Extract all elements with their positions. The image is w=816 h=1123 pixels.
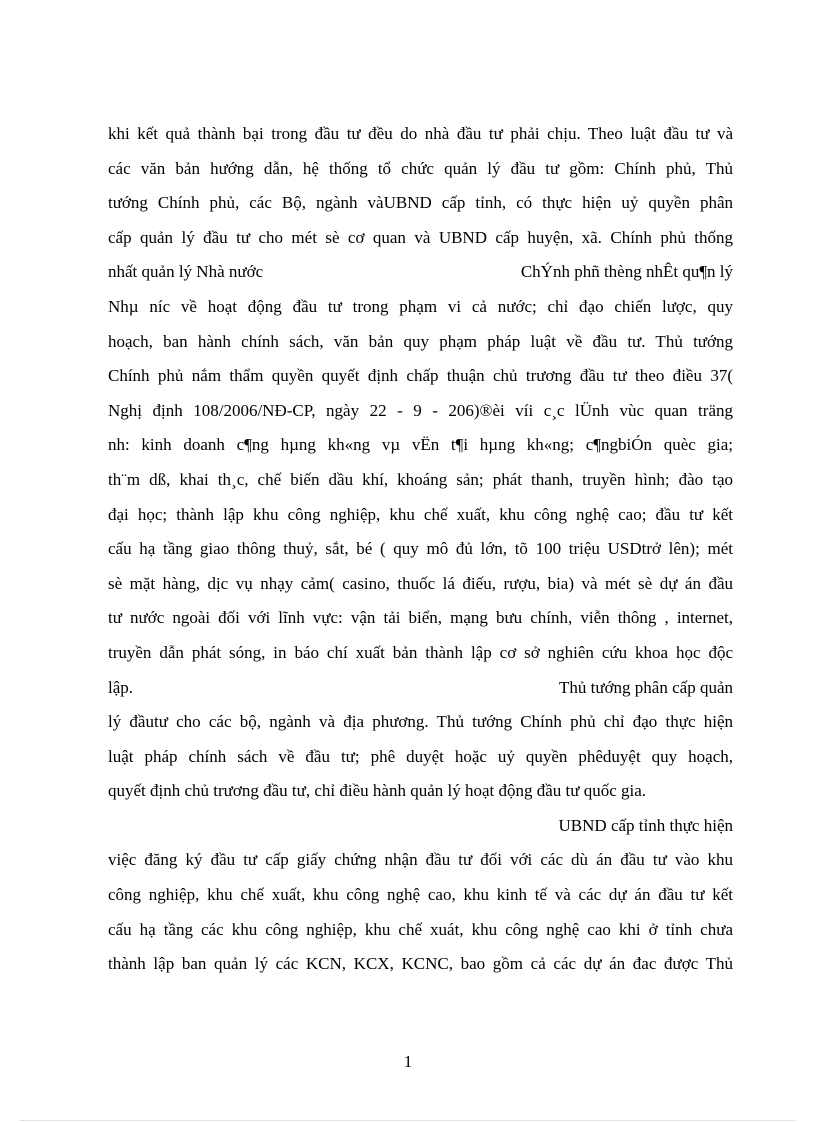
text-line-split	[108, 671, 733, 706]
text-line: công nghiệp, khu chế xuất, khu công nghệ cao, khu kinh tế và các dự án đầu tư kết	[108, 885, 733, 905]
text-line-left: lập.	[108, 677, 134, 697]
text-line: Nhµ níc về hoạt động đầu tư trong phạm vi cả nước; chỉ đạo chiến lược, quy	[108, 296, 733, 316]
text-line-right: Thủ tướng phân cấp quản	[559, 677, 733, 697]
text-line: việc đăng ký đầu tư cấp giấy chứng nhận đầu tư đối với các dù án đầu tư vào khu	[108, 850, 733, 870]
text-line-left: nhất quản lý Nhà nước	[108, 262, 264, 282]
text-line: hoạch, ban hành chính sách, văn bản quy phạm pháp luật về đầu tư. Thủ tướng	[108, 331, 733, 351]
text-line: đại học; thành lập khu công nghiệp, khu chế xuất, khu công nghệ cao; đầu tư kết	[108, 504, 733, 524]
text-line: các văn bản hướng dẫn, hệ thống tổ chức quản lý đầu tư gồm: Chính phủ, Thủ	[108, 158, 733, 178]
text-line: cấp quản lý đầu tư cho mét sè cơ quan và UBND cấp huyện, xã. Chính phủ thống	[108, 227, 733, 247]
text-line: th¨m dß, khai th¸c, chế biến dầu khí, khoáng sản; phát thanh, truyền hình; đào tạo	[108, 469, 733, 489]
text-line: tướng Chính phủ, các Bộ, ngành vàUBND cấp tỉnh, có thực hiện uỷ quyền phân	[108, 193, 733, 213]
page-bottom-divider	[20, 1120, 796, 1121]
text-line: luật pháp chính sách về đầu tư; phê duyệt hoặc uỷ quyền phêduyệt quy hoạch,	[108, 746, 733, 766]
body-text	[108, 117, 733, 982]
text-line: UBND cấp tỉnh thực hiện	[558, 815, 733, 835]
page-number: 1	[403, 1052, 413, 1071]
text-line: sè mặt hàng, dịc vụ nhạy cảm( casino, thuốc lá điếu, rượu, bia) và mét sè dự án đầu	[108, 573, 733, 593]
text-line: quyết định chủ trương đầu tư, chỉ điều hành quản lý hoạt động đầu tư quốc gia.	[108, 781, 647, 801]
text-line-split	[108, 255, 733, 290]
text-line: cấu hạ tầng giao thông thuỷ, sắt, bé ( quy mô đủ lớn, tõ 100 triệu USDtrở lên); mét	[108, 539, 733, 559]
text-line: Nghị định 108/2006/NĐ-CP, ngày 22 - 9 - 206)®èi víi c¸c lÜnh vùc quan träng	[108, 400, 733, 420]
text-line: cấu hạ tầng các khu công nghiệp, khu chế xuát, khu công nghệ cao khi ở tỉnh chưa	[108, 919, 733, 939]
text-line: lý đầutư cho các bộ, ngành và địa phương. Thủ tướng Chính phủ chỉ đạo thực hiện	[108, 712, 733, 732]
text-line: nh: kinh doanh c¶ng hµng kh«ng vµ vËn t¶i hµng kh«ng; c¶ngbiÓn quèc gia;	[108, 435, 733, 455]
text-line: truyền dẫn phát sóng, in báo chí xuất bản thành lập cơ sở nghiên cứu khoa học độc	[108, 642, 733, 662]
text-line-right: ChÝnh phñ thèng nhÊt qu¶n lý	[520, 262, 733, 282]
text-line: khi kết quả thành bại trong đầu tư đều do nhà đầu tư phải chịu. Theo luật đầu tư và	[108, 124, 733, 143]
text-line: tư nước ngoài đối với lĩnh vực: vận tải biển, mạng bưu chính, viễn thông , internet,	[108, 608, 733, 628]
text-line: thành lập ban quản lý các KCN, KCX, KCNC, bao gồm cả các dự án đac được Thủ	[108, 954, 733, 974]
text-line: Chính phủ nắm thẩm quyền quyết định chấp thuận chủ trương đầu tư theo điều 37(	[108, 366, 733, 386]
